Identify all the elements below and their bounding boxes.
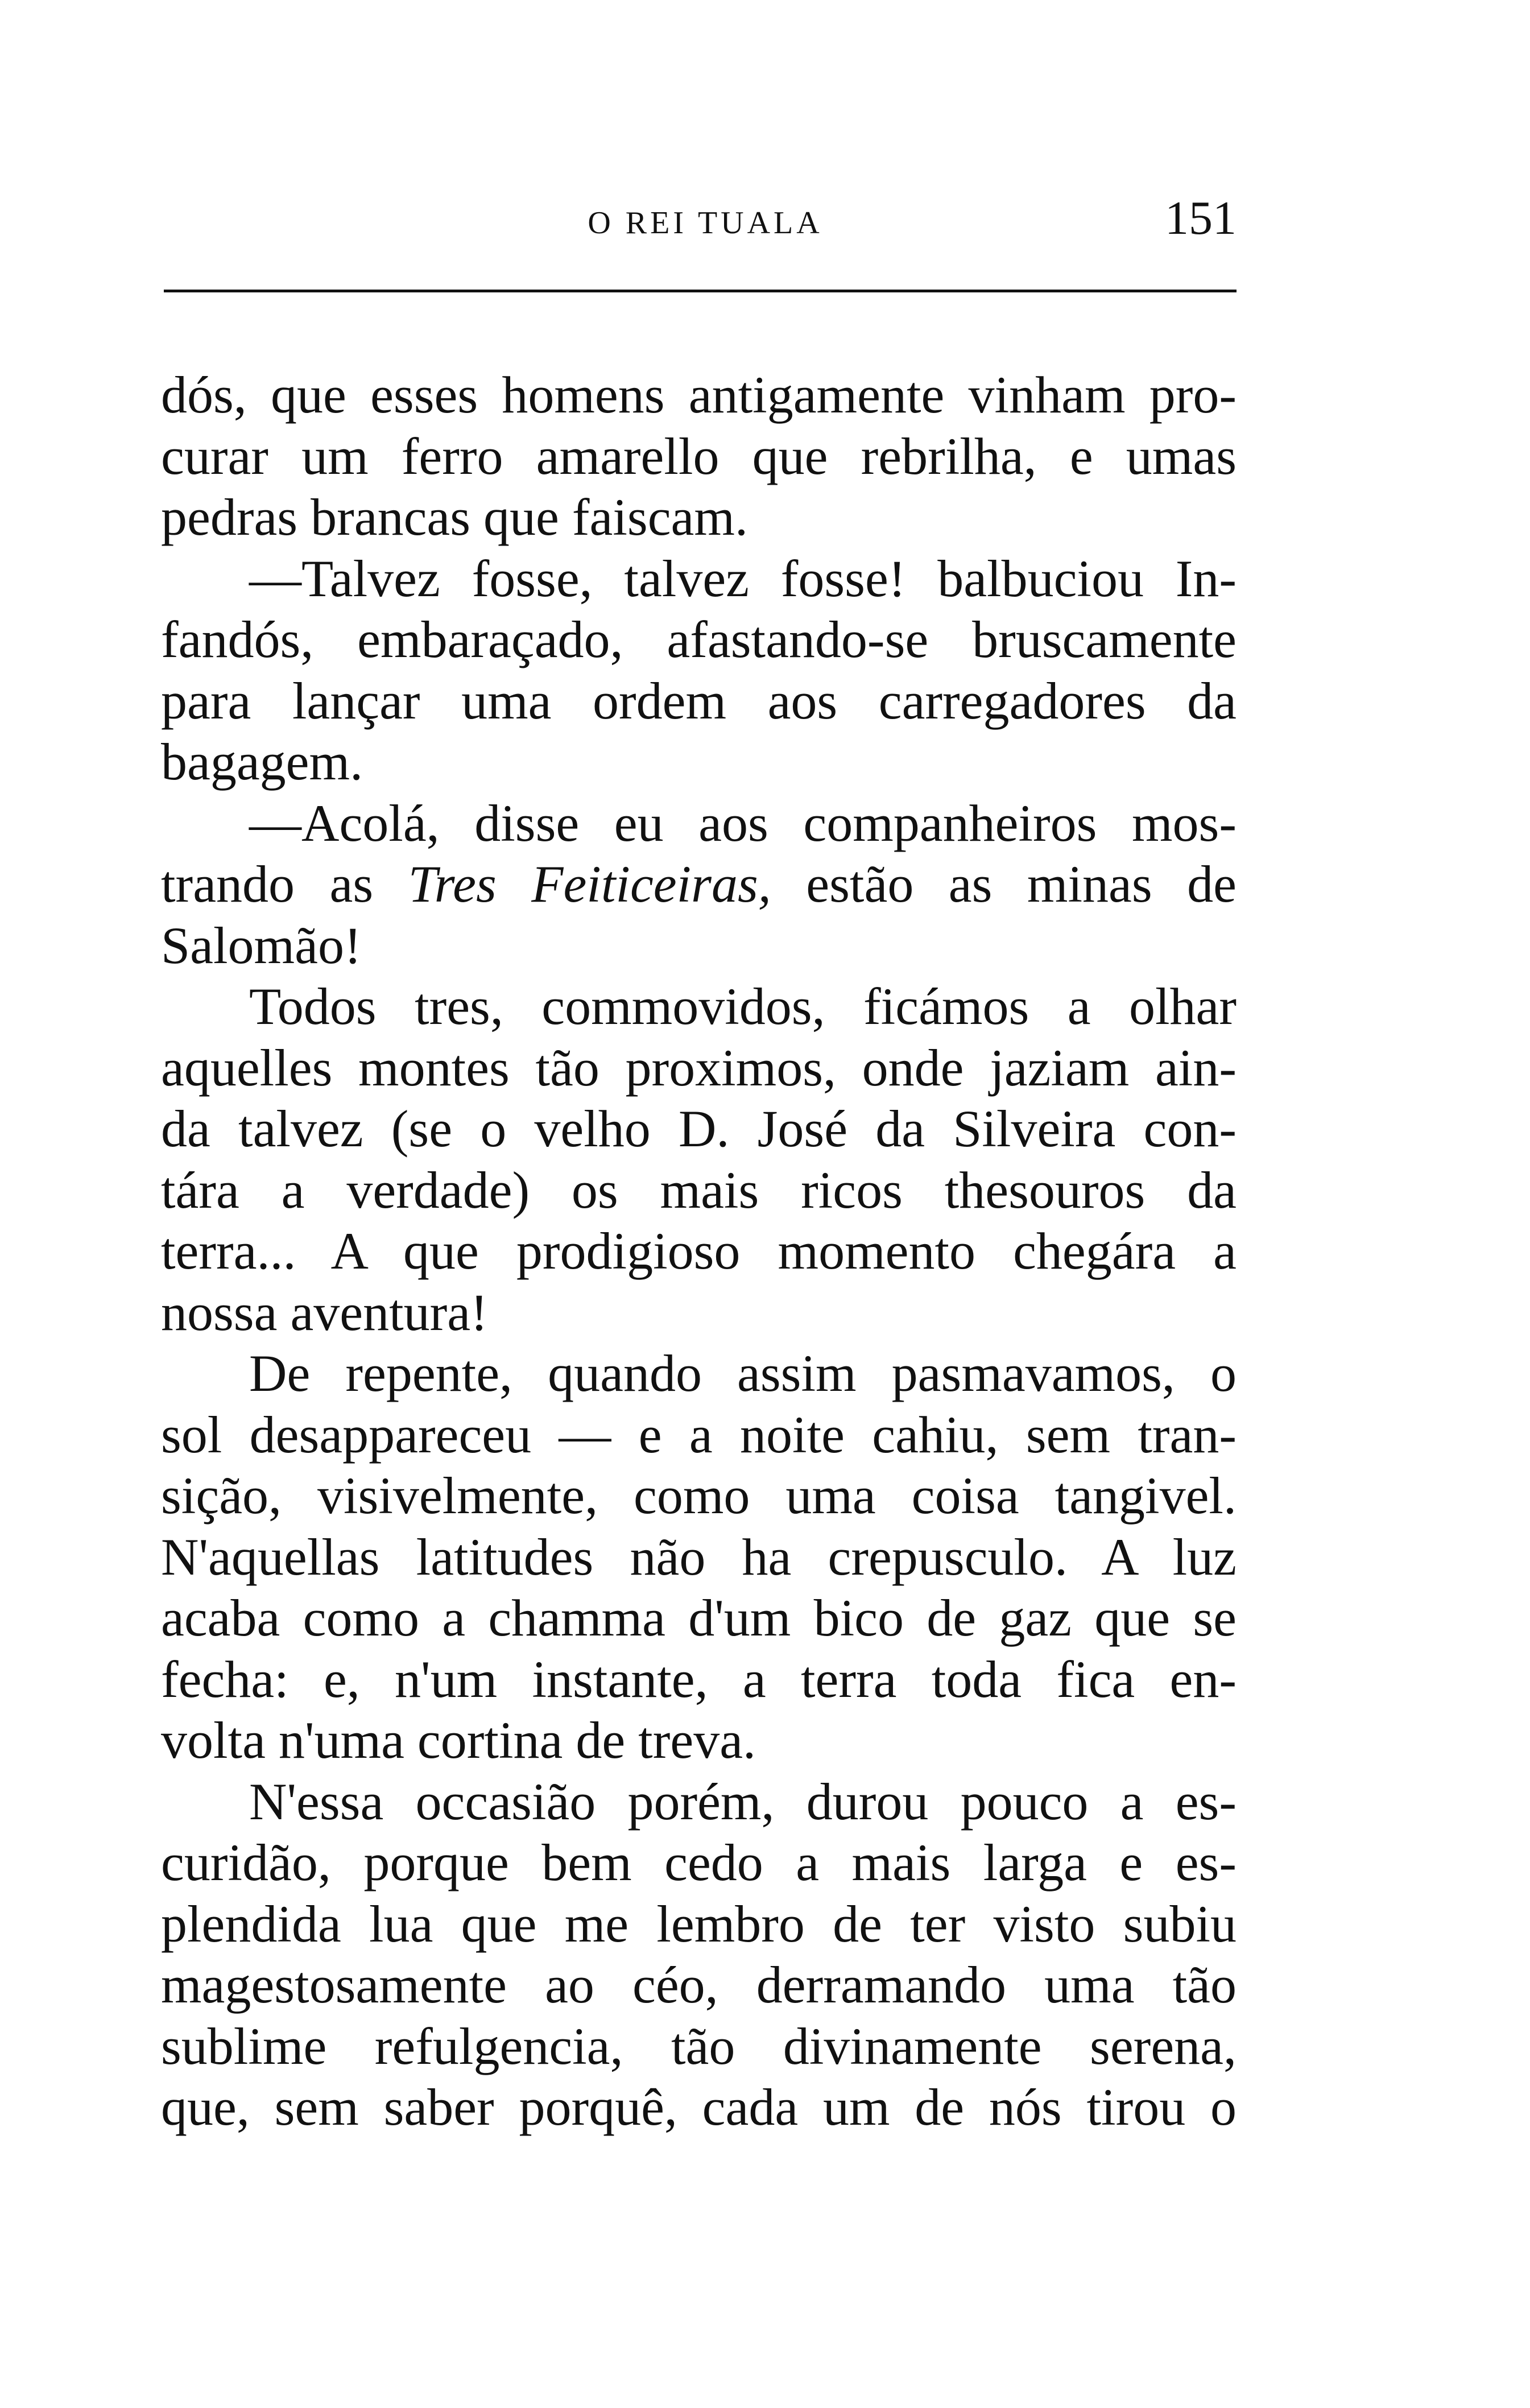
- page-number: 151: [1165, 192, 1237, 245]
- text-line: [161, 793, 1237, 854]
- text-segment: sição, visivelmente, como uma coisa tangivel.: [161, 1467, 1237, 1525]
- text-line: [161, 2077, 1237, 2138]
- text-segment: magestosamente ao céo, derramando uma tão: [161, 1956, 1237, 2014]
- text-segment: curar um ferro amarello que rebrilha, e umas: [161, 427, 1237, 485]
- text-line: [161, 1771, 1237, 1833]
- text-line: [161, 2016, 1237, 2077]
- text-line: [161, 671, 1237, 732]
- text-segment: que, sem saber porquê, cada um de nós tirou o: [161, 2078, 1237, 2136]
- text-segment: —Acolá, disse eu aos companheiros mos-: [249, 794, 1237, 852]
- italic-text: Tres Feiticeiras,: [408, 855, 771, 913]
- text-line: [161, 1098, 1237, 1160]
- text-line: [161, 548, 1237, 610]
- text-line: [161, 365, 1237, 426]
- text-line: [161, 487, 1237, 548]
- text-line: [161, 1221, 1237, 1282]
- text-line: [161, 1405, 1237, 1466]
- text-segment: sublime refulgencia, tão divinamente serena,: [161, 2017, 1237, 2075]
- text-segment: estão as minas de: [771, 855, 1237, 913]
- text-segment: para lançar uma ordem aos carregadores da: [161, 671, 1237, 730]
- text-line: [161, 732, 1237, 793]
- text-line: [161, 609, 1237, 671]
- text-segment: acaba como a chamma d'um bico de gaz que se: [161, 1589, 1237, 1647]
- text-segment: dós, que esses homens antigamente vinham pro-: [161, 366, 1237, 424]
- text-segment: nossa aventura!: [161, 1283, 488, 1341]
- body-text: [161, 365, 1237, 2138]
- header-rule: [164, 290, 1237, 292]
- text-segment: —Talvez fosse, talvez fosse! balbuciou In-: [249, 549, 1237, 608]
- text-segment: terra... A que prodigioso momento chegára a: [161, 1222, 1237, 1280]
- text-segment: curidão, porque bem cedo a mais larga e es-: [161, 1833, 1237, 1891]
- text-line: [161, 1527, 1237, 1588]
- text-segment: N'aquellas latitudes não ha crepusculo. A luz: [161, 1527, 1237, 1586]
- running-title: O REI TUALA: [588, 205, 823, 241]
- text-line: [161, 1343, 1237, 1405]
- text-segment: sol desappareceu — e a noite cahiu, sem tran-: [161, 1405, 1237, 1464]
- text-segment: De repente, quando assim pasmavamos, o: [249, 1344, 1237, 1402]
- text-segment: trando as: [161, 855, 408, 913]
- text-line: [161, 854, 1237, 915]
- text-segment: pedras brancas que faiscam.: [161, 488, 748, 546]
- text-segment: aquelles montes tão proximos, onde jaziam ain-: [161, 1038, 1237, 1097]
- text-segment: N'essa occasião porém, durou pouco a es-: [249, 1772, 1237, 1831]
- text-line: [161, 426, 1237, 488]
- text-line: [161, 1710, 1237, 1771]
- text-segment: da talvez (se o velho D. José da Silveira con-: [161, 1100, 1237, 1158]
- text-segment: fandós, embaraçado, afastando-se bruscamente: [161, 610, 1237, 668]
- text-line: [161, 1038, 1237, 1099]
- text-line: [161, 1649, 1237, 1711]
- text-segment: Salomão!: [161, 916, 362, 974]
- text-segment: volta n'uma cortina de treva.: [161, 1711, 756, 1769]
- text-line: [161, 1465, 1237, 1527]
- text-line: [161, 1282, 1237, 1344]
- text-line: [161, 1832, 1237, 1894]
- text-line: [161, 915, 1237, 977]
- text-line: [161, 1955, 1237, 2016]
- text-line: [161, 1588, 1237, 1649]
- text-segment: Todos tres, commovidos, ficámos a olhar: [249, 977, 1237, 1035]
- text-segment: bagagem.: [161, 733, 363, 791]
- text-segment: plendida lua que me lembro de ter visto subiu: [161, 1894, 1237, 1953]
- text-line: [161, 976, 1237, 1038]
- text-line: [161, 1160, 1237, 1221]
- text-segment: fecha: e, n'um instante, a terra toda fica en-: [161, 1650, 1237, 1708]
- text-segment: tára a verdade) os mais ricos thesouros da: [161, 1160, 1237, 1219]
- text-line: [161, 1894, 1237, 1955]
